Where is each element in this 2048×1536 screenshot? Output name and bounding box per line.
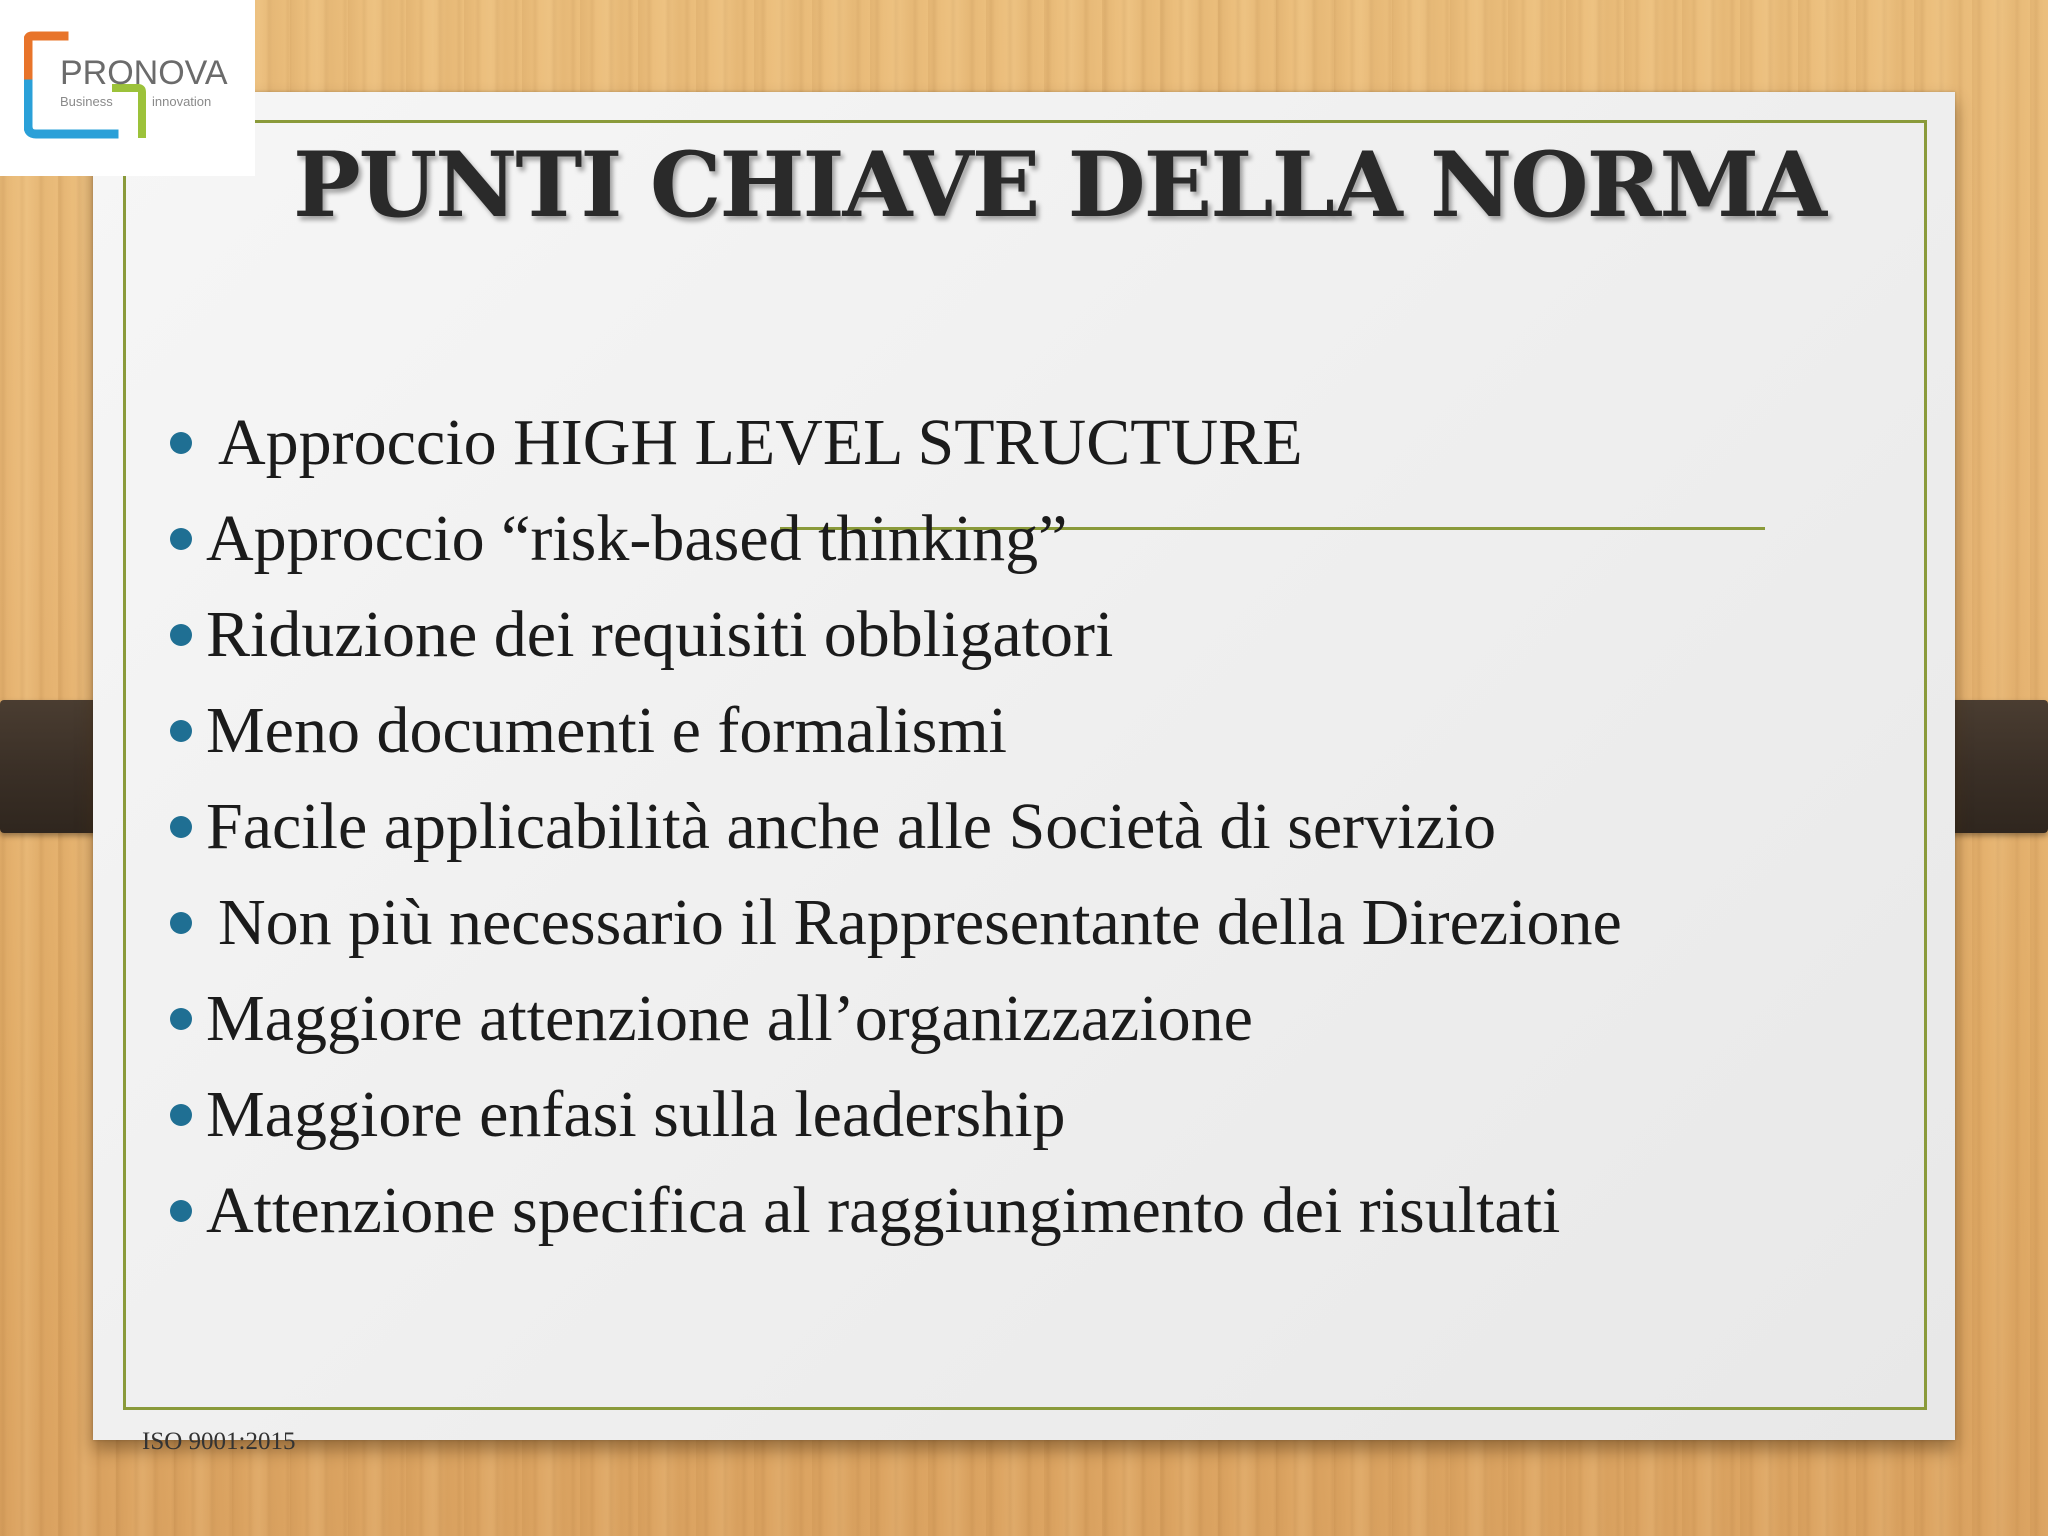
list-item <box>170 1067 1622 1163</box>
logo-tagline-left: Business <box>60 94 113 109</box>
bullet-text: Approccio HIGH LEVEL STRUCTURE <box>218 406 1303 479</box>
bullet-dot-icon <box>170 816 192 838</box>
logo-tagline-right: innovation <box>152 94 212 109</box>
bullet-dot-icon <box>170 912 192 934</box>
logo <box>0 0 255 176</box>
bullet-text: Attenzione specifica al raggiungimento dei risultati <box>206 1174 1561 1247</box>
bullet-dot-icon <box>170 1200 192 1222</box>
bullet-dot-icon <box>170 1008 192 1030</box>
bullet-text: Approccio “risk-based thinking” <box>206 502 1068 575</box>
bullet-text: Maggiore attenzione all’organizzazione <box>206 982 1253 1055</box>
bullet-dot-icon <box>170 1104 192 1126</box>
list-item <box>170 779 1622 875</box>
list-item <box>170 587 1622 683</box>
bullet-text: Non più necessario il Rappresentante della Direzione <box>218 886 1622 959</box>
bullet-text: Facile applicabilità anche alle Società di servizio <box>206 790 1497 863</box>
logo-wordmark: PRONOVA <box>60 54 228 92</box>
list-item <box>170 1163 1622 1259</box>
bullet-dot-icon <box>170 624 192 646</box>
bullet-dot-icon <box>170 720 192 742</box>
list-item <box>170 971 1622 1067</box>
bullet-dot-icon <box>170 528 192 550</box>
list-item <box>170 491 1622 587</box>
bullet-text: Meno documenti e formalismi <box>206 694 1007 767</box>
bullet-text: Riduzione dei requisiti obbligatori <box>206 598 1114 671</box>
slide-title: PUNTI CHIAVE DELLA NORMA <box>293 132 1825 238</box>
footer-label: ISO 9001:2015 <box>142 1428 296 1455</box>
bullet-text: Maggiore enfasi sulla leadership <box>206 1078 1066 1151</box>
bullet-dot-icon <box>170 432 192 454</box>
bullet-list <box>170 395 1622 1259</box>
list-item <box>170 875 1622 971</box>
list-item <box>170 683 1622 779</box>
pronova-logo-icon <box>24 26 234 146</box>
list-item <box>170 395 1622 491</box>
